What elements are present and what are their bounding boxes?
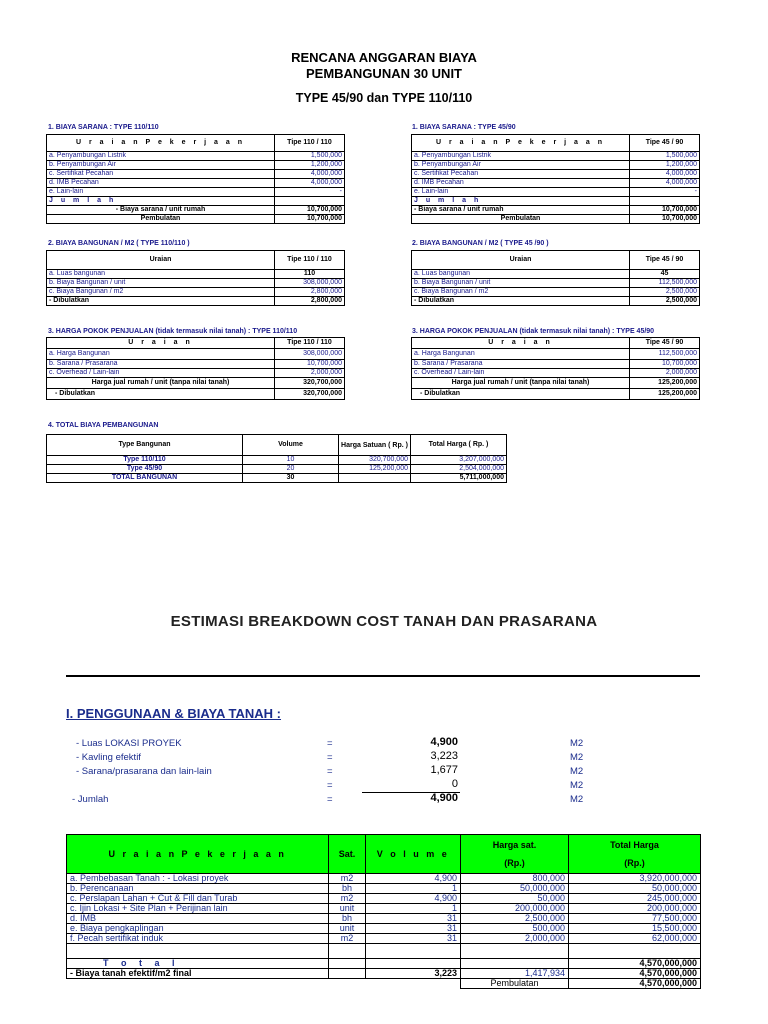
cell: 320,700,000 (339, 456, 411, 465)
cell: 3,223 (366, 969, 461, 979)
table-row (412, 360, 700, 369)
cell: 2,000,000 (630, 369, 700, 378)
cell: d. IMB Pecahan (47, 179, 275, 188)
cell: 15,500,000 (569, 924, 701, 934)
section-title: 3. HARGA POKOK PENJUALAN (tidak termasuk nilai tanah) : TYPE 110/110 (48, 328, 298, 335)
table-row (47, 456, 507, 465)
table-row (47, 465, 507, 474)
table-row (412, 279, 700, 288)
cell (630, 197, 700, 206)
table-row (412, 288, 700, 297)
doc-title-line2: PEMBANGUNAN 30 UNIT (305, 66, 462, 81)
cell: 50,000,000 (569, 884, 701, 894)
table-row (67, 979, 701, 989)
table-header: Total Harga ( Rp. ) (411, 435, 507, 456)
table-row (412, 378, 700, 389)
cell: 10 (243, 456, 339, 465)
table-row (47, 378, 345, 389)
table-header: U r a i a n (47, 338, 275, 349)
table-row (67, 874, 701, 884)
cell: 2,500,000 (630, 288, 700, 297)
cell: 10,700,000 (275, 206, 345, 215)
item-unit: M2 (570, 766, 584, 777)
cell: 2,800,000 (275, 288, 345, 297)
table-header: Sat. (329, 835, 366, 874)
cell: 50,000,000 (461, 884, 569, 894)
table-row (47, 474, 507, 483)
cell: - Biaya sarana / unit rumah (412, 206, 630, 215)
cell: 50,000 (461, 894, 569, 904)
table-row (47, 152, 345, 161)
cell: - Dibulatkan (412, 297, 630, 306)
cell: 200,000,000 (461, 904, 569, 914)
table-row (47, 288, 345, 297)
cell (366, 959, 461, 969)
cell: a. Harga Bangunan (412, 349, 630, 360)
cell (67, 944, 329, 959)
cell: a. Penyambungan Listrik (47, 152, 275, 161)
table-row (412, 297, 700, 306)
cell: - Biaya sarana / unit rumah (47, 206, 275, 215)
divider (66, 675, 700, 677)
cell: 800,000 (461, 874, 569, 884)
table-row (47, 170, 345, 179)
section-title: 1. BIAYA SARANA : TYPE 45/90 (412, 124, 516, 131)
table-row (47, 215, 345, 224)
table-row (47, 279, 345, 288)
table-row (47, 369, 345, 378)
cell: 308,000,000 (275, 349, 345, 360)
cell: Harga jual rumah / unit (tanpa nilai tanah) (412, 378, 630, 389)
cell: 320,700,000 (275, 378, 345, 389)
header-line: (Rp.) (624, 858, 645, 868)
table-row (67, 944, 701, 959)
cell: Harga jual rumah / unit (tanpa nilai tanah) (47, 378, 275, 389)
cell: 4,900 (366, 874, 461, 884)
cell: m2 (329, 934, 366, 944)
cell: Pembulatan (412, 215, 630, 224)
cell: 10,700,000 (630, 206, 700, 215)
cell (329, 944, 366, 959)
table-header (461, 835, 569, 874)
cell: c. Biaya Bangunan / m2 (47, 288, 275, 297)
cell: b. Sarana / Prasarana (412, 360, 630, 369)
table-header: U r a i a n P e k e r j a a n (47, 135, 275, 152)
table-header: U r a i a n P e k e r j a a n (412, 135, 630, 152)
table-row (67, 914, 701, 924)
cell: 20 (243, 465, 339, 474)
cell (275, 197, 345, 206)
item-label: - Jumlah (72, 794, 109, 805)
table-header (569, 835, 701, 874)
item-value: 3,223 (430, 750, 458, 762)
item-label: - Sarana/prasarana dan lain-lain (76, 766, 212, 777)
cell: c. Overhead / Lain-lain (412, 369, 630, 378)
cell: 2,500,000 (461, 914, 569, 924)
table-header: Tipe 110 / 110 (275, 135, 345, 152)
table-row (67, 969, 701, 979)
cell: c. Overhead / Lain-lain (47, 369, 275, 378)
table-header: Tipe 110 / 110 (275, 338, 345, 349)
cell: 10,700,000 (630, 215, 700, 224)
cell: - Biaya tanah efektif/m2 final (67, 969, 329, 979)
section-title: 3. HARGA POKOK PENJUALAN (tidak termasuk nilai tanah) : TYPE 45/90 (412, 328, 655, 335)
cell: 4,570,000,000 (569, 969, 701, 979)
table-header: U r a i a n P e k e r j a a n (67, 835, 329, 874)
item-eq: = (327, 738, 333, 749)
cell (329, 969, 366, 979)
cell: 31 (366, 934, 461, 944)
header-line: Total Harga (610, 840, 659, 850)
cell: 125,200,000 (339, 465, 411, 474)
cell: unit (329, 924, 366, 934)
cell: - Dibulatkan (412, 389, 630, 400)
cell: 2,500,000 (630, 297, 700, 306)
cell: 1,200,000 (630, 161, 700, 170)
cell: 3,207,000,000 (411, 456, 507, 465)
biaya-sarana-45-table (411, 134, 700, 224)
table-row (412, 215, 700, 224)
biaya-bangunan-110-table (46, 250, 345, 306)
cell (67, 979, 329, 989)
cell: 125,200,000 (630, 389, 700, 400)
cell: c. Sertifikat Pecahan (412, 170, 630, 179)
cell: 1 (366, 884, 461, 894)
cell (339, 474, 411, 483)
table-row (67, 924, 701, 934)
cell: a. Penyambungan Listrik (412, 152, 630, 161)
cell (461, 944, 569, 959)
hpp-110-table (46, 337, 345, 400)
cell: 245,000,000 (569, 894, 701, 904)
table-row (67, 904, 701, 914)
section-title: 2. BIAYA BANGUNAN / M2 ( TYPE 45 /90 ) (412, 240, 549, 247)
table-row (47, 188, 345, 197)
cell: unit (329, 904, 366, 914)
item-value: 4,900 (430, 792, 458, 804)
item-unit: M2 (570, 794, 584, 805)
cell: b. Penyambungan Air (412, 161, 630, 170)
cell: 10,700,000 (630, 360, 700, 369)
cell: 125,200,000 (630, 378, 700, 389)
doc-title-line3: TYPE 45/90 dan TYPE 110/110 (295, 91, 473, 105)
section-title: 2. BIAYA BANGUNAN / M2 ( TYPE 110/110 ) (48, 240, 190, 247)
cell: 110 (275, 270, 345, 279)
cell: bh (329, 914, 366, 924)
biaya-bangunan-45-table (411, 250, 700, 306)
cell: b. Biaya Bangunan / unit (47, 279, 275, 288)
table-row (67, 934, 701, 944)
table-header: Tipe 45 / 90 (630, 338, 700, 349)
cell: d. IMB (67, 914, 329, 924)
cell: 4,000,000 (630, 179, 700, 188)
cell (329, 959, 366, 969)
cell: b. Biaya Bangunan / unit (412, 279, 630, 288)
table-header: Tipe 45 / 90 (630, 135, 700, 152)
cell: 4,000,000 (275, 170, 345, 179)
cell: e. Lain-lain (47, 188, 275, 197)
biaya-sarana-110-table (46, 134, 345, 224)
cell: 308,000,000 (275, 279, 345, 288)
cell: 112,500,000 (630, 279, 700, 288)
cell: - Dibulatkan (47, 297, 275, 306)
cell: c. Sertifikat Pecahan (47, 170, 275, 179)
table-header: V o l u m e (366, 835, 461, 874)
item-label: - Luas LOKASI PROYEK (76, 738, 182, 749)
cell: b. Perencanaan (67, 884, 329, 894)
cell: 77,500,000 (569, 914, 701, 924)
table-row (412, 389, 700, 400)
cell: 31 (366, 924, 461, 934)
biaya-tanah-table (66, 834, 701, 989)
doc-title-line1: RENCANA ANGGARAN BIAYA (291, 50, 477, 65)
cell: 62,000,000 (569, 934, 701, 944)
item-eq: = (327, 794, 333, 805)
section-title: 4. TOTAL BIAYA PEMBANGUNAN (48, 422, 159, 429)
cell: 2,000,000 (461, 934, 569, 944)
cell: 112,500,000 (630, 349, 700, 360)
table-row (412, 197, 700, 206)
table-row (412, 179, 700, 188)
cell: 1,417,934 (461, 969, 569, 979)
cell: TOTAL BANGUNAN (47, 474, 243, 483)
table-row (412, 206, 700, 215)
cell: a. Pembebasan Tanah : - Lokasi proyek (67, 874, 329, 884)
table-header: Harga Satuan ( Rp. ) (339, 435, 411, 456)
cell: 31 (366, 914, 461, 924)
table-header: Tipe 110 / 110 (275, 251, 345, 270)
cell: 5,711,000,000 (411, 474, 507, 483)
cell: c. Ijin Lokasi + Site Plan + Perijinan lain (67, 904, 329, 914)
jumlah-label: J u m l a h (47, 197, 275, 206)
item-value: 0 (451, 778, 458, 790)
cell: bh (329, 884, 366, 894)
cell: f. Pecah sertifikat induk (67, 934, 329, 944)
cell: - (275, 188, 345, 197)
table-header-row (67, 835, 701, 874)
item-eq: = (327, 752, 333, 763)
cell: 10,700,000 (275, 360, 345, 369)
cell: 2,504,000,000 (411, 465, 507, 474)
cell: b. Penyambungan Air (47, 161, 275, 170)
table-row (412, 188, 700, 197)
item-value: 1,677 (430, 764, 458, 776)
cell: 1,500,000 (275, 152, 345, 161)
table-row (412, 170, 700, 179)
item-unit: M2 (570, 752, 584, 763)
cell: 500,000 (461, 924, 569, 934)
item-label: - Kavling efektif (76, 752, 141, 763)
estimasi-title: ESTIMASI BREAKDOWN COST TANAH DAN PRASARANA (170, 613, 598, 630)
total-label: T o t a l (67, 959, 329, 969)
cell: e. Lain-lain (412, 188, 630, 197)
cell: 200,000,000 (569, 904, 701, 914)
cell: 2,800,000 (275, 297, 345, 306)
table-header: U r a i a n (412, 338, 630, 349)
cell: - (630, 188, 700, 197)
table-row (412, 270, 700, 279)
header-line: (Rp.) (504, 858, 525, 868)
cell: a. Harga Bangunan (47, 349, 275, 360)
item-eq: = (327, 780, 333, 791)
item-value: 4,900 (430, 736, 458, 748)
table-header: Tipe 45 / 90 (630, 251, 700, 270)
cell: m2 (329, 874, 366, 884)
cell (366, 944, 461, 959)
table-row (47, 297, 345, 306)
cell: m2 (329, 894, 366, 904)
cell: 4,900 (366, 894, 461, 904)
table-row (47, 349, 345, 360)
total-value: 4,570,000,000 (569, 959, 701, 969)
section-heading: I. PENGGUNAAN & BIAYA TANAH : (66, 706, 282, 721)
item-unit: M2 (570, 738, 584, 749)
cell: 1,500,000 (630, 152, 700, 161)
item-unit: M2 (570, 780, 584, 791)
cell (461, 959, 569, 969)
jumlah-label: J u m l a h (412, 197, 630, 206)
header-line: Harga sat. (492, 840, 537, 850)
cell: 45 (630, 270, 700, 279)
cell: 320,700,000 (275, 389, 345, 400)
table-header: Uraian (47, 251, 275, 270)
cell: 4,000,000 (275, 179, 345, 188)
table-header: Uraian (412, 251, 630, 270)
cell: c. Biaya Bangunan / m2 (412, 288, 630, 297)
cell: e. Biaya pengkaplingan (67, 924, 329, 934)
table-row (47, 270, 345, 279)
cell: Pembulatan (47, 215, 275, 224)
table-row (47, 179, 345, 188)
cell: 4,570,000,000 (569, 979, 701, 989)
table-row (67, 894, 701, 904)
cell: Type 110/110 (47, 456, 243, 465)
table-row (412, 161, 700, 170)
cell: d. IMB Pecahan (412, 179, 630, 188)
cell: 4,000,000 (630, 170, 700, 179)
table-row (47, 197, 345, 206)
cell: 1,200,000 (275, 161, 345, 170)
table-row (47, 389, 345, 400)
table-header: Volume (243, 435, 339, 456)
item-eq: = (327, 766, 333, 777)
cell: 1 (366, 904, 461, 914)
table-row (47, 161, 345, 170)
cell: 30 (243, 474, 339, 483)
table-row (47, 360, 345, 369)
table-row (412, 152, 700, 161)
cell (366, 979, 461, 989)
table-row (67, 959, 701, 969)
cell: 3,920,000,000 (569, 874, 701, 884)
table-row (67, 884, 701, 894)
hpp-45-table (411, 337, 700, 400)
cell: Type 45/90 (47, 465, 243, 474)
total-pembangunan-table (46, 434, 507, 483)
cell: Pembulatan (461, 979, 569, 989)
section-title: 1. BIAYA SARANA : TYPE 110/110 (48, 124, 159, 131)
table-row (412, 369, 700, 378)
cell: 2,000,000 (275, 369, 345, 378)
table-header: Type Bangunan (47, 435, 243, 456)
table-row (412, 349, 700, 360)
cell: b. Sarana / Prasarana (47, 360, 275, 369)
cell (329, 979, 366, 989)
table-row (47, 206, 345, 215)
cell: a. Luas bangunan (412, 270, 630, 279)
cell: - Dibulatkan (47, 389, 275, 400)
cell: a. Luas bangunan (47, 270, 275, 279)
cell: c. Perslapan Lahan + Cut & Fill dan Turab (67, 894, 329, 904)
cell: 10,700,000 (275, 215, 345, 224)
cell (569, 944, 701, 959)
